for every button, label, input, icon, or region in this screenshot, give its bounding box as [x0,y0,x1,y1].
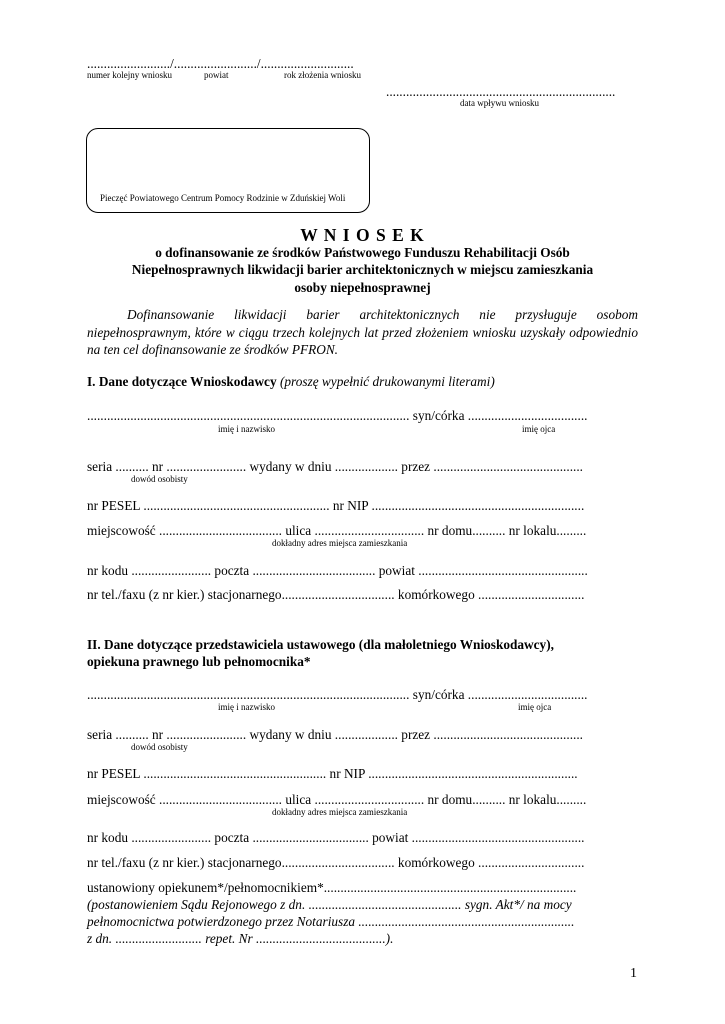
intro-line-1: Dofinansowanie likwidacji barier architektonicznych nie przysługuje osobom [127,307,638,322]
label-application-number: numer kolejny wniosku [87,70,172,80]
label-address: dokładny adres miejsca zamieszkania [272,538,408,548]
label-county: powiat [204,70,229,80]
title-subline-3: osoby niepełnosprawnej [294,280,431,295]
section-1-heading [87,374,495,390]
court-decision-line-1[interactable]: (postanowieniem Sądu Rejonowego z dn. .............................................. sygn. Akt*/ na mocy [87,897,572,912]
section-2-heading-line-2: opiekuna prawnego lub pełnomocnika* [87,654,311,669]
representative-postal-field[interactable]: nr kodu ........................ poczta ................................... powiat .................................................... [87,830,585,845]
representative-name-field[interactable]: ................................................................................................. syn/córka .................................... [87,687,588,702]
court-decision-line-2[interactable]: pełnomocnictwa potwierdzonego przez Notariusza ................................................................. [87,914,575,929]
applicant-id-card-field[interactable]: seria .......... nr ........................ wydany w dniu ................... przez ............................................. [87,459,583,474]
section-2-heading-line-1: II. Dane dotyczące przedstawiciela ustawowego (dla małoletniego Wnioskodawcy), [87,637,554,652]
title-subline-1: o dofinansowanie ze środków Państwowego Funduszu Rehabilitacji Osób [155,245,570,260]
label-id-card: dowód osobisty [131,474,188,484]
label-full-name: imię i nazwisko [218,424,275,434]
guardian-appointment-field[interactable]: ustanowiony opiekunem*/pełnomocnikiem*............................................................................ [87,880,577,895]
applicant-pesel-nip-field[interactable]: nr PESEL ........................................................ nr NIP ................................................................ [87,498,585,513]
label-id-card: dowód osobisty [131,742,188,752]
section-1-note: (proszę wypełnić drukowanymi literami) [279,374,495,389]
title-subline-2: Niepełnosprawnych likwidacji barier architektonicznych w miejscu zamieszkania [131,262,594,277]
label-father-name: imię ojca [522,424,556,434]
receipt-date-field[interactable]: ..................................................................... [386,84,616,99]
applicant-phone-field[interactable]: nr tel./faxu (z nr kier.) stacjonarnego.................................. komórkowego ................................ [87,587,585,602]
representative-pesel-nip-field[interactable]: nr PESEL ....................................................... nr NIP ............................................................... [87,766,578,781]
applicant-address-field[interactable]: miejscowość ..................................... ulica ................................. nr domu.......... nr lokalu......... [87,523,587,538]
applicant-name-field[interactable]: ................................................................................................. syn/córka .................................... [87,408,588,423]
page-number: 1 [630,966,637,981]
intro-line-3: na ten cel dofinansowanie ze środków PFRON. [87,342,339,357]
representative-phone-field[interactable]: nr tel./faxu (z nr kier.) stacjonarnego.................................. komórkowego ................................ [87,855,585,870]
intro-line-2: niepełnosprawnym, które w ciągu trzech kolejnych lat przed złożeniem wniosku uzyskały odpowiednio [87,325,638,340]
label-father-name: imię ojca [518,702,552,712]
label-address: dokładny adres miejsca zamieszkania [272,807,408,817]
label-full-name: imię i nazwisko [218,702,275,712]
section-1-title: I. Dane dotyczące Wnioskodawcy [87,374,277,389]
representative-id-card-field[interactable]: seria .......... nr ........................ wydany w dniu ................... przez ............................................. [87,727,583,742]
label-receipt-date: data wpływu wniosku [460,98,539,108]
applicant-postal-field[interactable]: nr kodu ........................ poczta ..................................... powiat ................................................... [87,563,588,578]
representative-address-field[interactable]: miejscowość ..................................... ulica ................................. nr domu.......... nr lokalu......... [87,792,587,807]
stamp-label: Pieczęć Powiatowego Centrum Pomocy Rodzinie w Zduńskiej Woli [100,193,346,203]
application-reference-fields[interactable]: ........................./........................./............................ [87,56,354,71]
label-submission-year: rok złożenia wniosku [284,70,361,80]
court-decision-line-3[interactable]: z dn. .......................... repet. Nr .......................................). [87,931,394,946]
document-title: W N I O S E K [300,225,425,245]
